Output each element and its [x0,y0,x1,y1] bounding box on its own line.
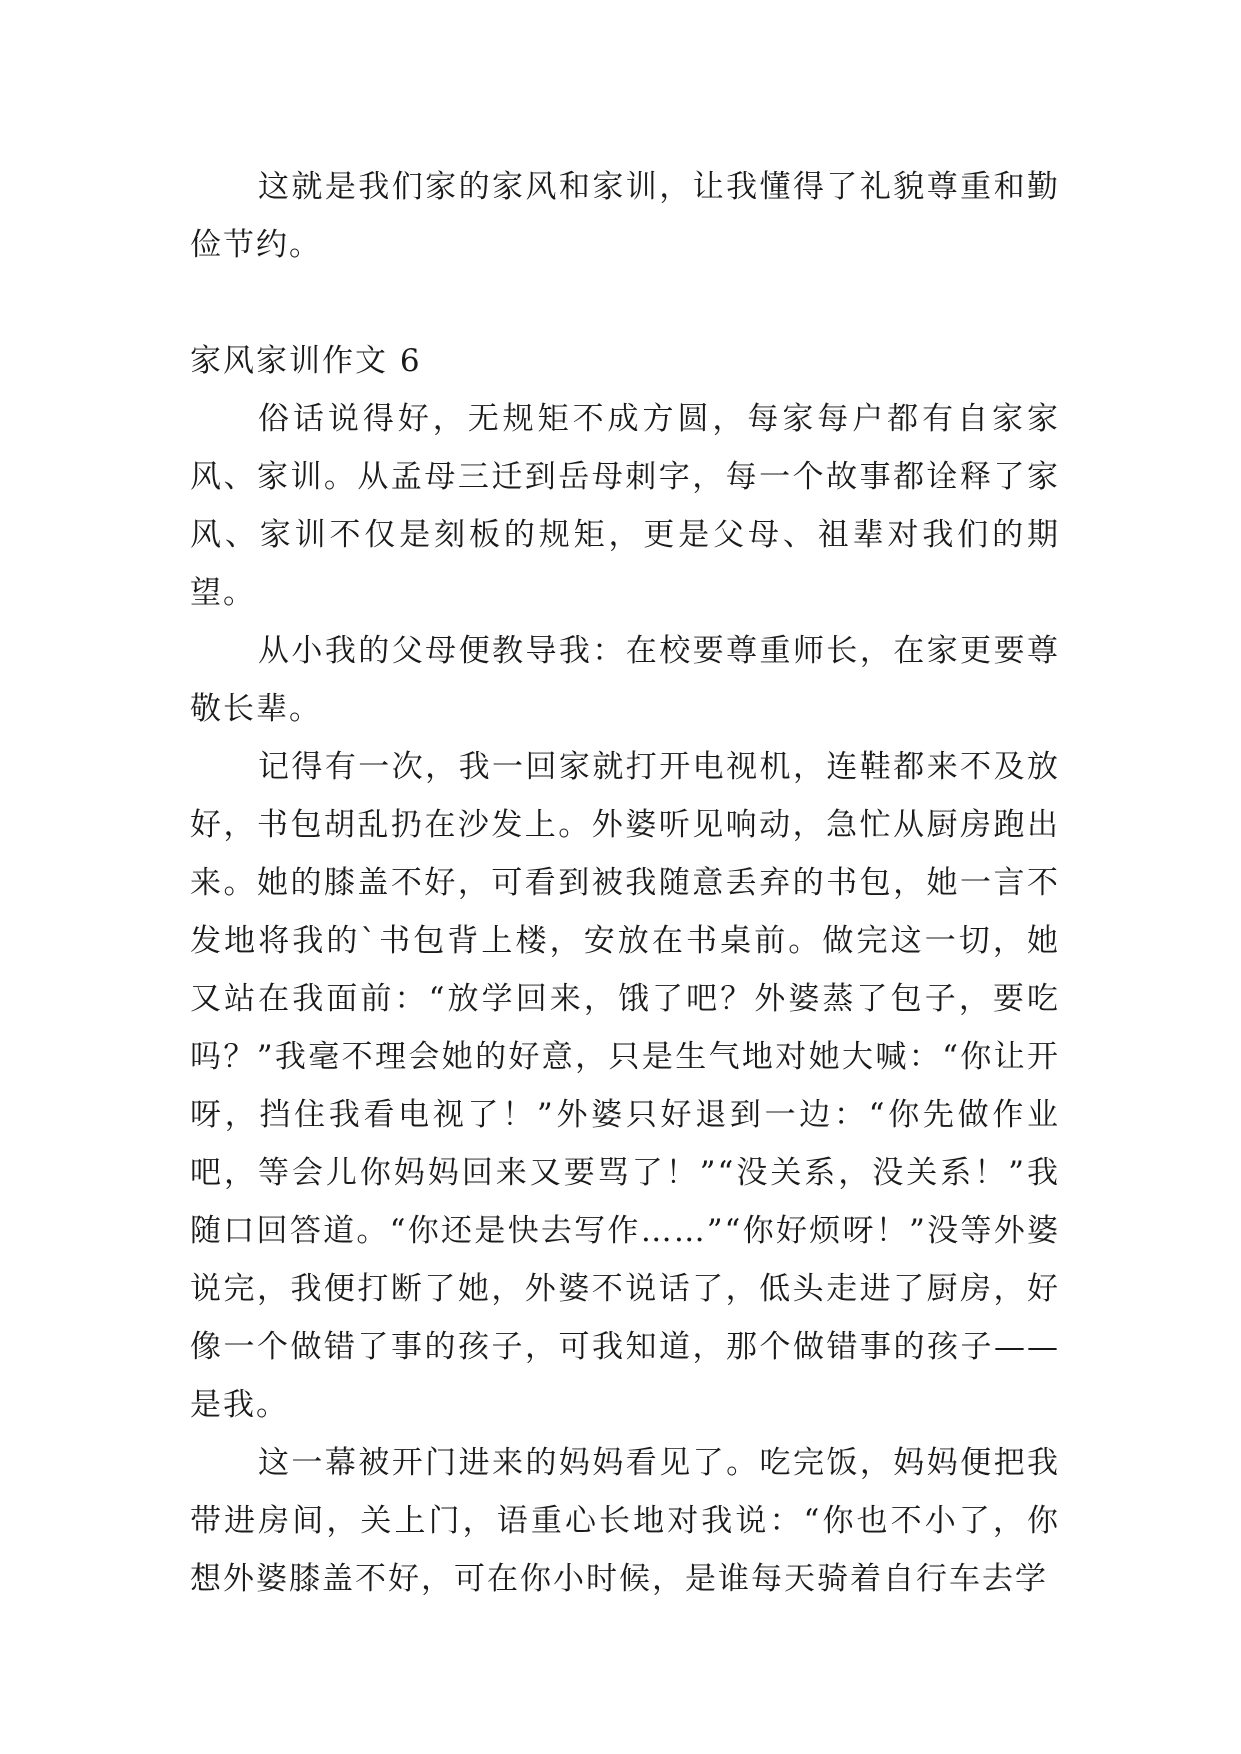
paragraph-mother: 这一幕被开门进来的妈妈看见了。吃完饭，妈妈便把我带进房间，关上门，语重心长地对我说：“你也不小了，你想外婆膝盖不好，可在你小时候，是谁每天骑着自行车去学 [190,1445,1060,1597]
section-title: 家风家训作文 6 [190,343,422,379]
paragraph-parents-teaching: 从小我的父母便教导我：在校要尊重师长，在家更要尊敬长辈。 [190,633,1060,727]
paragraph-closing: 这就是我们家的家风和家训，让我懂得了礼貌尊重和勤俭节约。 [190,169,1060,263]
paragraph-story: 记得有一次，我一回家就打开电视机，连鞋都来不及放好，书包胡乱扔在沙发上。外婆听见响动，急忙从厨房跑出来。她的膝盖不好，可看到被我随意丢弃的书包，她一言不发地将我的`书包背上楼，安放在书桌前。做完这一切，她又站在我面前：“放学回来，饿了吧？外婆蒸了包子，要吃吗？”我毫不理会她的好意，只是生气地对她大喊：“你让开呀，挡住我看电视了！”外婆只好退到一边：“你先做作业吧，等会儿你妈妈回来又要骂了！”“没关系，没关系！”我随口回答道。“你还是快去写作……”“你好烦呀！”没等外婆说完，我便打断了她，外婆不说话了，低头走进了厨房，好像一个做错了事的孩子，可我知道，那个做错事的孩子——是我。 [190,749,1060,1423]
document-body [190,158,1060,1608]
paragraph-intro: 俗话说得好，无规矩不成方圆，每家每户都有自家家风、家训。从孟母三迁到岳母刺字，每一个故事都诠释了家风、家训不仅是刻板的规矩，更是父母、祖辈对我们的期望。 [190,401,1060,611]
paragraph-gap [190,274,1060,332]
